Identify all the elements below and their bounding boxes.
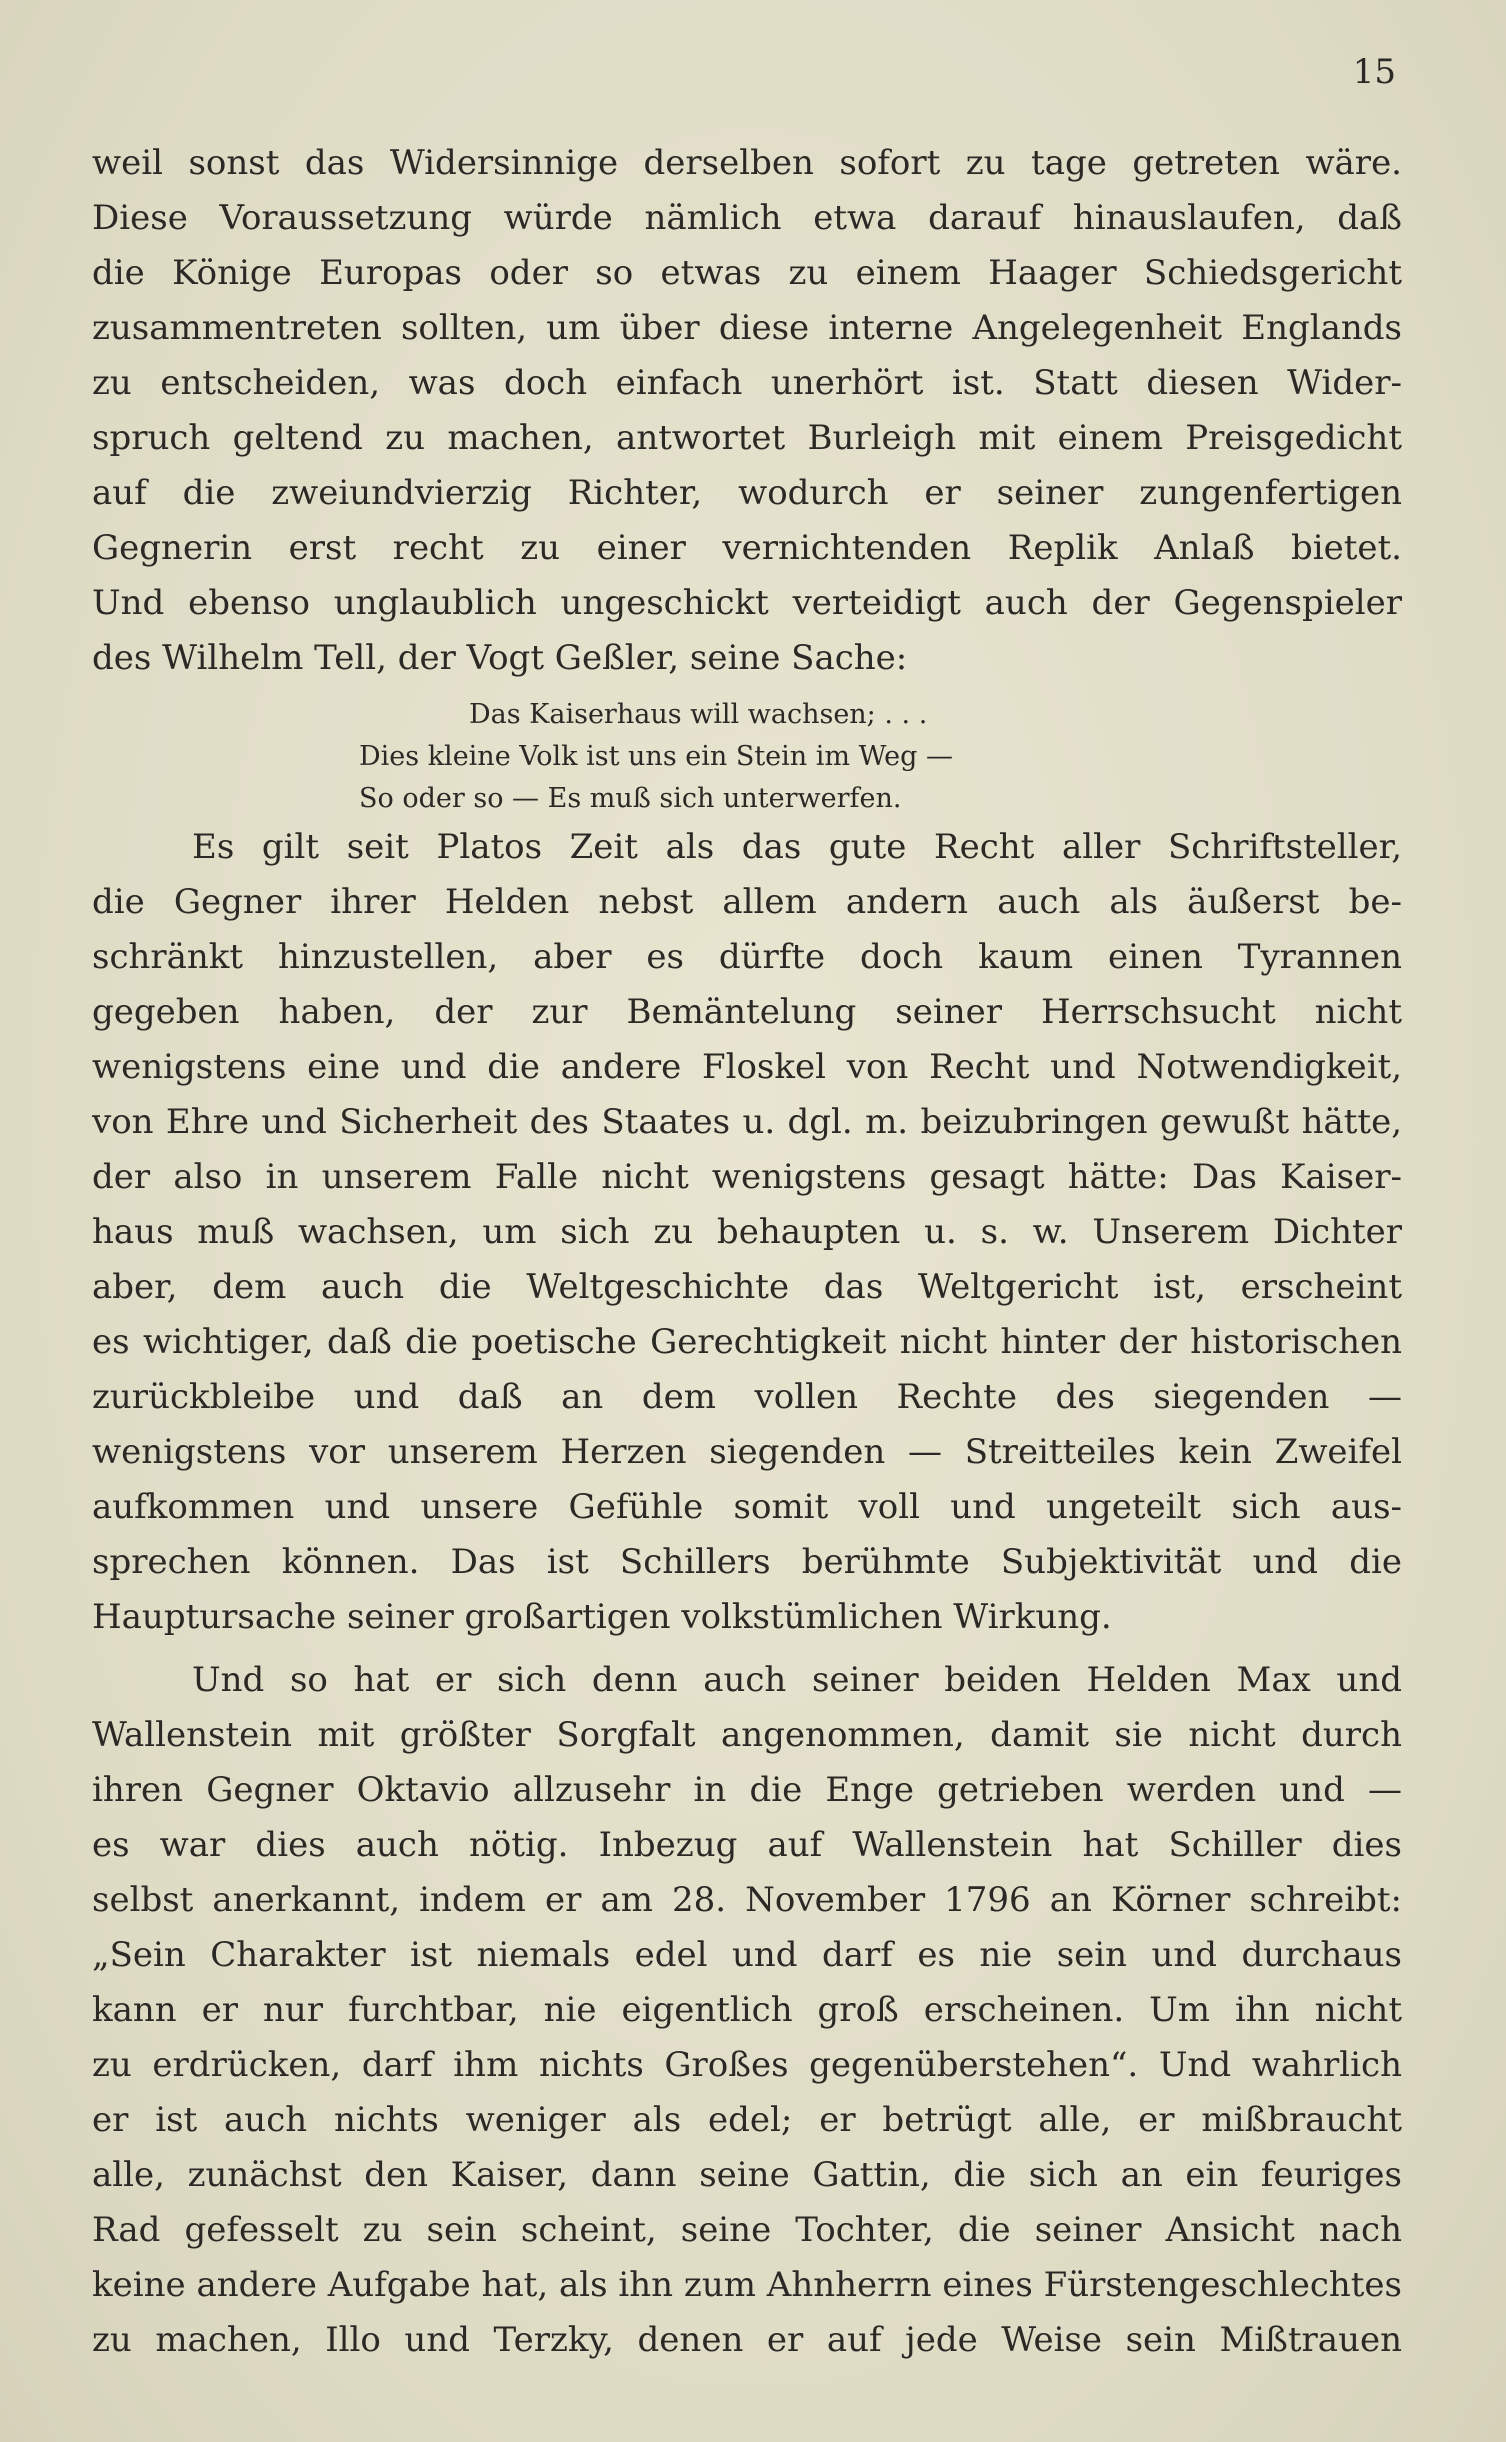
text-line: wenigstens vor unserem Herzen siegenden — Streitteiles kein Zweifel: [92, 1432, 1402, 1472]
text-line: aufkommen und unsere Gefühle somit voll und ungeteilt sich aus-: [92, 1487, 1402, 1527]
text-line: der also in unserem Falle nicht wenigstens gesagt hätte: Das Kaiser-: [92, 1157, 1402, 1197]
text-line: haus muß wachsen, um sich zu behaupten u. s. w. Unserem Dichter: [92, 1212, 1402, 1252]
text-line: selbst anerkannt, indem er am 28. November 1796 an Körner schreibt:: [92, 1880, 1402, 1920]
paragraph-3: [92, 1653, 1402, 2368]
text-line: keine andere Aufgabe hat, als ihn zum Ahnherrn eines Fürstengeschlechtes: [92, 2265, 1402, 2305]
text-line: Rad gefesselt zu sein scheint, seine Tochter, die seiner Ansicht nach: [92, 2210, 1402, 2250]
text-line: von Ehre und Sicherheit des Staates u. dgl. m. beizubringen gewußt hätte,: [92, 1102, 1402, 1142]
text-line: des Wilhelm Tell, der Vogt Geßler, seine Sache:: [92, 638, 908, 678]
text-line: er ist auch nichts weniger als edel; er betrügt alle, er mißbraucht: [92, 2100, 1402, 2140]
text-line: Und ebenso unglaublich ungeschickt verteidigt auch der Gegenspieler: [92, 583, 1402, 623]
text-line: zusammentreten sollten, um über diese interne Angelegenheit Englands: [92, 308, 1402, 348]
text-line: sprechen können. Das ist Schillers berühmte Subjektivität und die: [92, 1542, 1402, 1582]
text-line: aber, dem auch die Weltgeschichte das Weltgericht ist, erscheint: [92, 1267, 1402, 1307]
text-line: Wallenstein mit größter Sorgfalt angenommen, damit sie nicht durch: [92, 1715, 1402, 1755]
text-line: die Gegner ihrer Helden nebst allem andern auch als äußerst be-: [92, 882, 1402, 922]
text-line: „Sein Charakter ist niemals edel und darf es nie sein und durchaus: [92, 1935, 1402, 1975]
spacer: [92, 1645, 1402, 1653]
paragraph-1: [92, 136, 1402, 686]
text-line: zurückbleibe und daß an dem vollen Rechte des siegenden —: [92, 1377, 1402, 1417]
text-line: gegeben haben, der zur Bemäntelung seiner Herrschsucht nicht: [92, 992, 1402, 1032]
text-line: alle, zunächst den Kaiser, dann seine Gattin, die sich an ein feuriges: [92, 2155, 1402, 2195]
text-line: weil sonst das Widersinnige derselben sofort zu tage getreten wäre.: [92, 143, 1402, 183]
spacer: [92, 686, 1402, 694]
text-line: Und so hat er sich denn auch seiner beiden Helden Max und: [192, 1660, 1402, 1700]
text-line: Es gilt seit Platos Zeit als das gute Recht aller Schriftsteller,: [192, 827, 1402, 867]
text-line: Diese Voraussetzung würde nämlich etwa darauf hinauslaufen, daß: [92, 198, 1402, 238]
quote-line: Dies kleine Volk ist uns ein Stein im Weg —: [359, 741, 953, 772]
text-line: Hauptursache seiner großartigen volkstümlichen Wirkung.: [92, 1597, 1112, 1637]
text-line: schränkt hinzustellen, aber es dürfte doch kaum einen Tyrannen: [92, 937, 1402, 977]
text-line: es war dies auch nötig. Inbezug auf Wallenstein hat Schiller dies: [92, 1825, 1402, 1865]
quote-line: Das Kaiserhaus will wachsen; . . .: [469, 699, 928, 730]
quote-line: So oder so — Es muß sich unterwerfen.: [359, 783, 902, 814]
text-line: ihren Gegner Oktavio allzusehr in die Enge getrieben werden und —: [92, 1770, 1402, 1810]
text-line: Gegnerin erst recht zu einer vernichtenden Replik Anlaß bietet.: [92, 528, 1402, 568]
text-line: spruch geltend zu machen, antwortet Burleigh mit einem Preisgedicht: [92, 418, 1402, 458]
text-line: zu erdrücken, darf ihm nichts Großes gegenüberstehen“. Und wahrlich: [92, 2045, 1402, 2085]
verse-quote: [92, 694, 1402, 820]
text-line: zu entscheiden, was doch einfach unerhört ist. Statt diesen Wider-: [92, 363, 1402, 403]
page-number: 15: [1352, 52, 1396, 92]
text-line: kann er nur furchtbar, nie eigentlich groß erscheinen. Um ihn nicht: [92, 1990, 1402, 2030]
body-text: [92, 136, 1402, 2368]
text-line: zu machen, Illo und Terzky, denen er auf jede Weise sein Mißtrauen: [92, 2320, 1402, 2360]
text-line: auf die zweiundvierzig Richter, wodurch er seiner zungenfertigen: [92, 473, 1402, 513]
text-line: wenigstens eine und die andere Floskel von Recht und Notwendigkeit,: [92, 1047, 1402, 1087]
text-line: die Könige Europas oder so etwas zu einem Haager Schiedsgericht: [92, 253, 1402, 293]
paragraph-2: [92, 820, 1402, 1645]
text-line: es wichtiger, daß die poetische Gerechtigkeit nicht hinter der historischen: [92, 1322, 1402, 1362]
